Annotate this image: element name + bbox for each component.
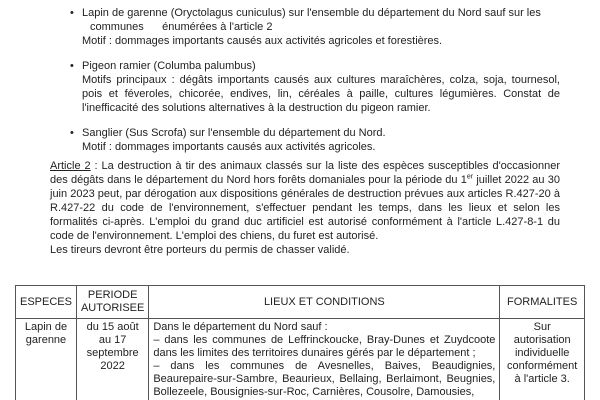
bullet-icon: • [70, 7, 74, 19]
list-item-pigeon [70, 59, 560, 115]
header-periode: PERIODE AUTORISEE [76, 286, 148, 319]
article-2 [50, 159, 560, 257]
species-motif: Motif : dommages importants causés aux activités agricoles. [82, 141, 376, 153]
species-motif: Motifs principaux : dégâts importants causés aux cultures maraîchères, colza, soja, tournesol, pois et féveroles, chicorée, endives, lin, céréales à paille, cultures légumières. Constat de l'inefficacité des solutions alternatives à la destruction du pigeon ramier. [82, 74, 560, 114]
table-row [16, 319, 585, 400]
species-title-cont: communes énumérées à l'article 2 [90, 21, 273, 33]
article-text-a: : La destruction à tir des animaux classés sur la liste des espèces susceptibles d'occasionner des dégâts dans le département du Nord hors forêts domaniales pour la période du 1 [50, 160, 560, 186]
species-motif: Motif : dommages importants causés aux activités agricoles et forestières. [82, 35, 443, 47]
header-especes: ESPECES [16, 286, 77, 319]
bullet-icon: • [70, 127, 74, 139]
article-sup: er [466, 173, 474, 181]
species-list [70, 6, 560, 165]
header-lieux: LIEUX ET CONDITIONS [149, 286, 500, 319]
bullet-icon: • [70, 60, 74, 72]
species-title: Pigeon ramier (Columba palumbus) [82, 60, 256, 72]
cell-lieux [149, 319, 500, 400]
lieux-line: – dans les communes de Leffrinckoucke, Bray-Dunes et Zuydcoote dans les limites des territoires dunaires gérés par le département ; [153, 334, 496, 359]
lieux-line: Dans le département du Nord sauf : [153, 321, 328, 333]
article-label: Article 2 [50, 160, 91, 172]
cell-periode: du 15 août au 17 septembre 2022 [76, 319, 148, 400]
list-item-sanglier [70, 126, 560, 154]
table-header-row [16, 286, 585, 319]
cell-espece: Lapin de garenne [16, 319, 77, 400]
article-text-b: juillet 2022 au 30 juin 2023 peut, par dérogation aux dispositions générales de destruction prévues aux articles R.427-20 à R.427-22 du code de l'environnement, s'effectuer pendant les temps, dans les lieux et selon les formalités ci-après. L'emploi du grand duc artificiel est autorisé conformément à l'article L.427-8-1 du code de l'environnement. L'emploi des chiens, du furet est autorisé. [50, 174, 560, 242]
list-item-lapin [70, 6, 560, 48]
cell-formalites: Sur autorisation individuelle conformément à l'article 3. [500, 319, 585, 400]
species-title: Lapin de garenne (Oryctolagus cuniculus) sur l'ensemble du département du Nord sauf sur les [82, 7, 541, 19]
species-title: Sanglier (Sus Scrofa) sur l'ensemble du département du Nord. [82, 127, 386, 139]
article-text-c: Les tireurs devront être porteurs du permis de chasser validé. [50, 244, 350, 256]
lieux-line: – dans les communes de Avesnelles, Baives, Beaudignies, Beaurepaire-sur-Sambre, Beaurieux, Bellaing, Berlaimont, Beugnies, Bollezeele, Bousignies-sur-Roc, Carnières, Cousolre, Damousies, [153, 360, 496, 398]
species-table [15, 285, 585, 400]
header-formalites: FORMALITES [500, 286, 585, 319]
